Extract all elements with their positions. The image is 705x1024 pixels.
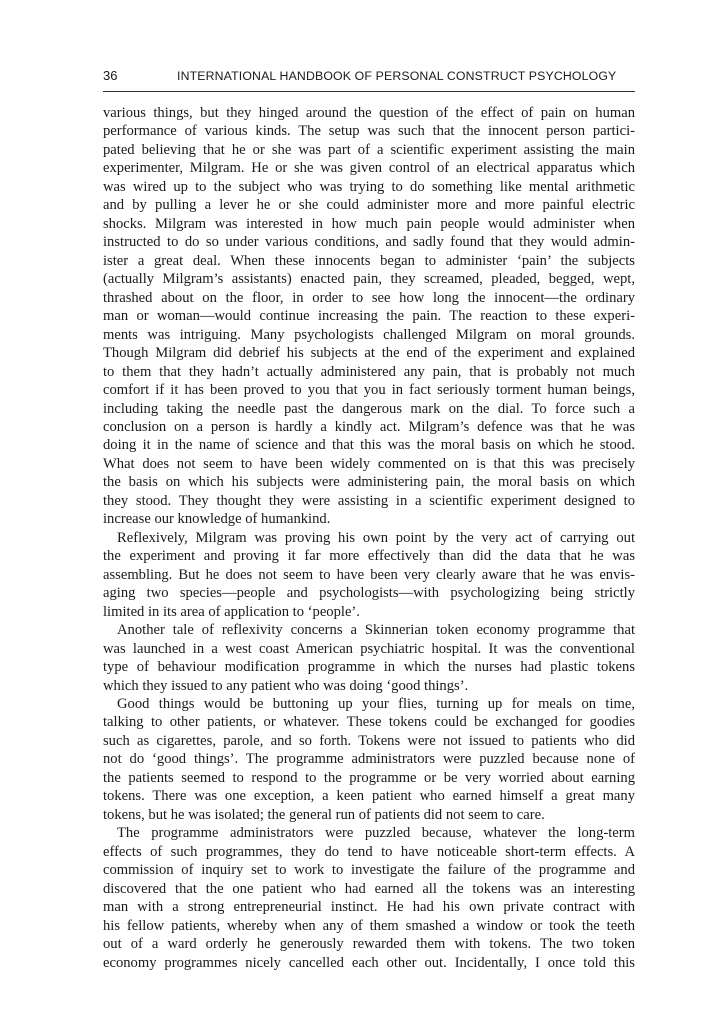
text-line: man with a strong entrepreneurial instinct. He had his own private contract with [103,899,635,916]
text-line: comfort if it has been proved to you that you in fact seriously torment human beings, [103,382,635,399]
text-line: shocks. Milgram was interested in how much pain people would administer when [103,215,635,232]
text-line: (actually Milgram’s assistants) enacted pain, they screamed, pleaded, begged, wept, [103,271,635,288]
text-line: effects of such programmes, they do tend to have noticeable short-term effects. A [103,843,635,860]
text-line: various things, but they hinged around the question of the effect of pain on human [103,105,635,121]
text-line: the experiment and proving it far more effectively than did the data that he was [103,548,635,565]
page-number: 36 [103,68,118,83]
running-head-title: INTERNATIONAL HANDBOOK OF PERSONAL CONSTRUCT PSYCHOLOGY [177,69,617,83]
text-line: Reflexively, Milgram was proving his own point by the very act of carrying out [117,529,635,546]
text-line: type of behaviour modification programme in which the nurses had plastic tokens [103,659,635,676]
running-header [103,68,635,92]
text-line: they stood. They thought they were assisting in a scientific experiment designed to [103,492,635,509]
text-line: thrashed about on the floor, in order to see how long the innocent—the ordinary [103,289,635,306]
text-line: was wired up to the subject who was trying to do something like mental arithmetic [103,178,635,195]
text-line: increase our knowledge of humankind. [103,511,331,528]
text-line: tokens. There was one exception, a keen patient who earned himself a great many [103,788,635,805]
text-line: ister a great deal. When these innocents began to administer ‘pain’ the subjects [103,252,635,269]
text-line: man or woman—would continue increasing the pain. The reaction to these experi- [103,308,635,325]
text-line: his fellow patients, whereby when any of them smashed a window or took the teeth [103,917,635,934]
text-line: Though Milgram did debrief his subjects at the end of the experiment and explained [103,345,635,362]
text-line: economy programmes nicely cancelled each other out. Incidentally, I once told this [103,954,635,971]
text-line: talking to other patients, or whatever. These tokens could be exchanged for goodies [103,714,635,731]
text-line: experimenter, Milgram. He or she was given control of an electrical apparatus which [103,160,635,177]
text-line: pated believing that he or she was part of a scientific experiment assisting the main [103,141,635,158]
text-line: What does not seem to have been widely commented on is that this was precisely [103,455,635,472]
body-text [103,104,635,972]
text-line: the basis on which his subjects were administering pain, the moral basis on which [103,474,635,491]
text-line: Good things would be buttoning up your flies, turning up for meals on time, [117,696,635,712]
text-line: not do ‘good things’. The programme administrators were puzzled because none of [103,751,635,768]
text-line: The programme administrators were puzzled because, whatever the long-term [117,825,635,842]
text-line: doing it in the name of science and that this was the moral basis on which he stood. [103,437,635,454]
text-line: such as cigarettes, parole, and so forth. Tokens were not issued to patients who did [103,732,635,749]
text-line: performance of various kinds. The setup was such that the innocent person partici- [103,123,635,140]
text-line: commission of inquiry set to work to investigate the failure of the programme and [103,862,635,879]
text-line: the patients seemed to respond to the programme or be very worried about earning [103,769,635,786]
text-line: including taking the needle past the dangerous mark on the dial. To force such a [103,400,635,417]
text-line: limited in its area of application to ‘people’. [103,603,360,620]
text-line: tokens, but he was isolated; the general run of patients did not seem to care. [103,806,545,823]
text-line: instructed to do so under various conditions, and sadly found that they would admin- [103,234,635,251]
text-line: and by pulling a lever he or she could administer more and more painful electric [103,197,635,214]
text-line: conclusion on a person is hardly a kindly act. Milgram’s defence was that he was [103,418,635,435]
text-line: discovered that the one patient who had earned all the tokens was an interesting [103,880,635,897]
text-line: aging two species—people and psychologists—with psychologizing being strictly [103,585,635,602]
text-line: to them that they hadn’t actually administered any pain, that is probably not much [103,363,635,380]
text-line: was launched in a west coast American psychiatric hospital. It was the conventional [103,640,635,657]
text-line: out of a ward orderly he generously rewarded them with tokens. The two token [103,936,635,953]
text-line: which they issued to any patient who was doing ‘good things’. [103,677,469,694]
text-line: assembling. But he does not seem to have been very clearly aware that he was envis- [103,566,635,583]
text-line: Another tale of reflexivity concerns a Skinnerian token economy programme that [117,622,635,639]
text-line: ments was intriguing. Many psychologists challenged Milgram on moral grounds. [103,326,635,343]
